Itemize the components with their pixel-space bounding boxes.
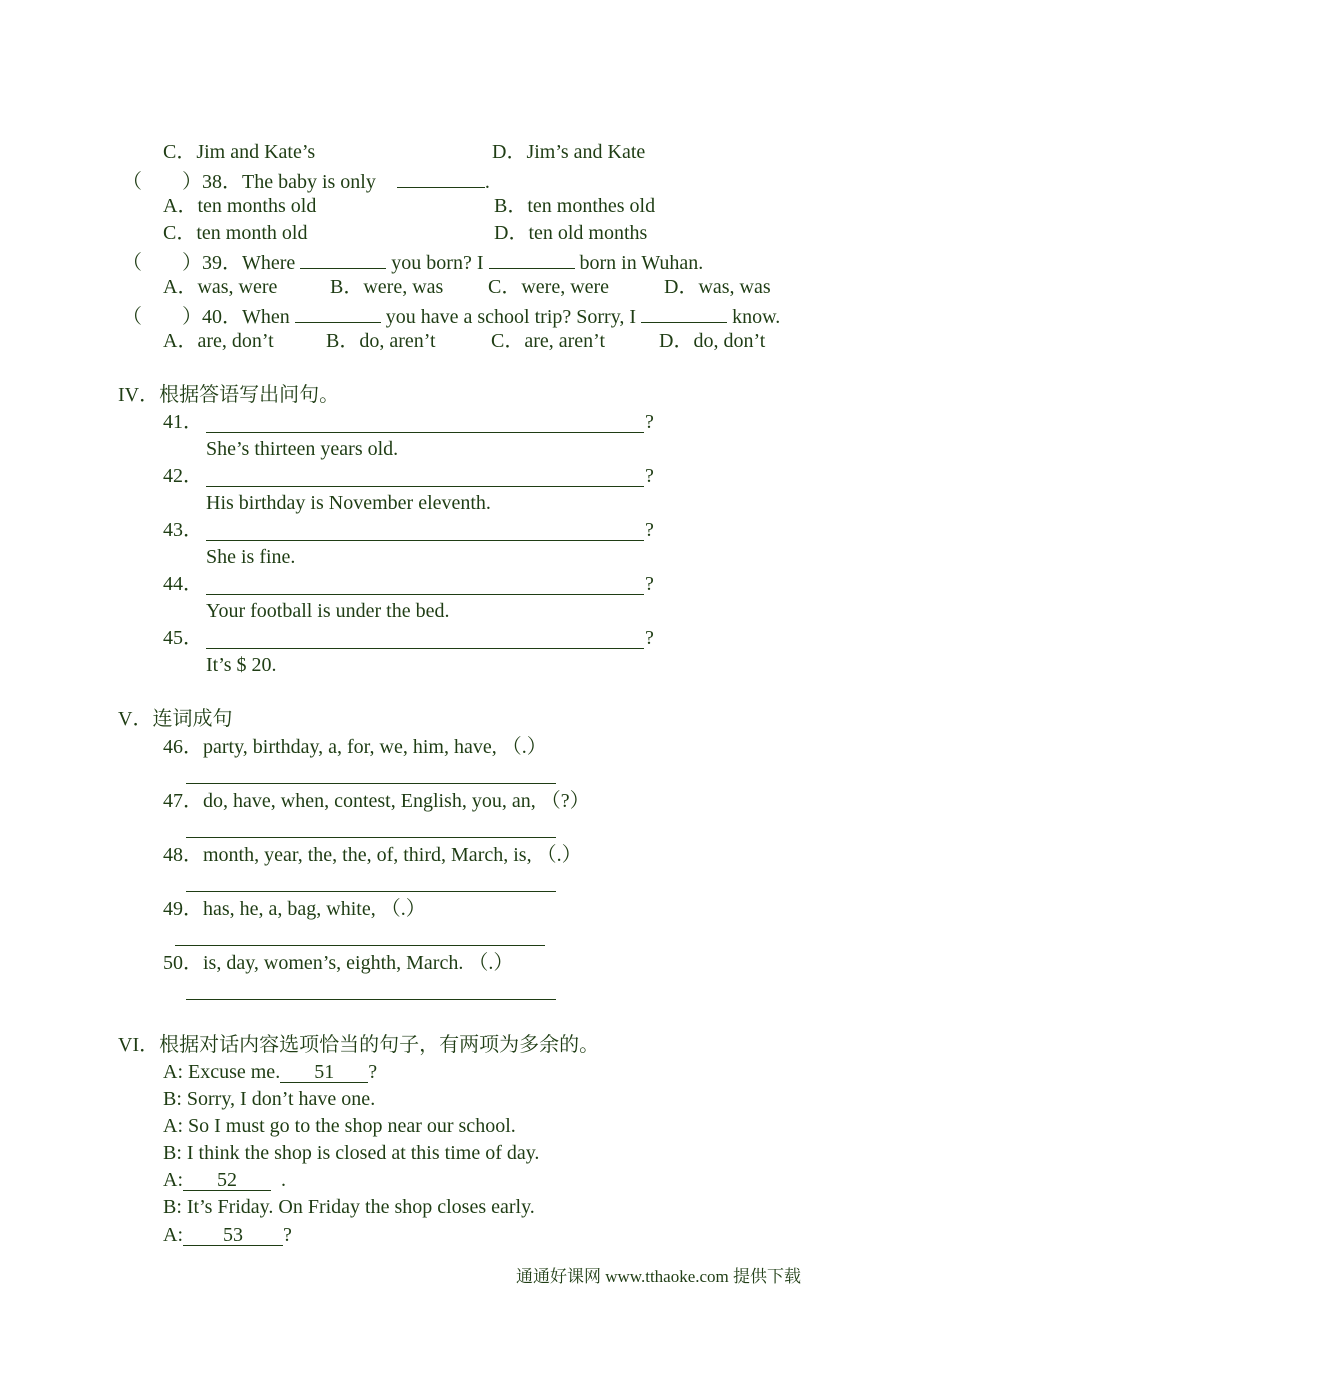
q46-answer-line[interactable] xyxy=(186,783,556,784)
q39-option-c: C．were, were xyxy=(488,276,610,298)
q49-answer-line[interactable] xyxy=(175,945,545,946)
q50-prompt: 50．is, day, women’s, eighth, March. （.） xyxy=(163,952,514,974)
q44-number: 44． xyxy=(163,573,203,595)
q45-answer-text: It’s $ 20. xyxy=(206,654,277,676)
fill-blank[interactable] xyxy=(300,248,386,269)
answer-paren[interactable]: （ ） xyxy=(122,306,202,328)
section-4-heading: IV．根据答语写出问句。 xyxy=(118,384,340,406)
q48-answer-line[interactable] xyxy=(186,891,556,892)
dialogue-line-3: A: So I must go to the shop near our school. xyxy=(163,1115,516,1137)
question-stem-middle: you born? I xyxy=(391,252,484,274)
fill-blank[interactable] xyxy=(489,248,575,269)
q40-option-d: D．do, don’t xyxy=(659,330,766,352)
q50-answer-line[interactable] xyxy=(186,999,556,1000)
question-stem: 38．The baby is only xyxy=(202,171,376,193)
fill-blank[interactable] xyxy=(295,302,381,323)
q45-number: 45． xyxy=(163,627,203,649)
dialogue-line-5 xyxy=(163,1168,286,1192)
q44-answer-text: Your football is under the bed. xyxy=(206,600,450,622)
dialogue-punct: ? xyxy=(368,1061,378,1083)
section-5-heading: V．连词成句 xyxy=(118,708,233,730)
q42-answer-text: His birthday is November eleventh. xyxy=(206,492,491,514)
q43-answer-line[interactable] xyxy=(206,540,644,541)
q41-number: 41． xyxy=(163,411,203,433)
question-end: . xyxy=(484,171,490,193)
fill-blank[interactable] xyxy=(397,167,485,188)
q38-question xyxy=(122,167,490,191)
q38-option-b: B．ten monthes old xyxy=(494,195,656,217)
q45-answer-line[interactable] xyxy=(206,648,644,649)
question-stem-end: born in Wuhan. xyxy=(579,252,704,274)
q40-question xyxy=(122,302,780,326)
q39-option-b: B．were, was xyxy=(330,276,444,298)
q40-option-c: C．are, aren’t xyxy=(491,330,606,352)
q37-option-c: C．Jim and Kate’s xyxy=(163,141,316,163)
dialogue-text: A: xyxy=(163,1169,183,1191)
page-footer: 通通好课网 www.tthaoke.com 提供下载 xyxy=(516,1267,802,1286)
dialogue-punct: . xyxy=(281,1169,286,1191)
q42-answer-line[interactable] xyxy=(206,486,644,487)
q48-prompt: 48．month, year, the, the, of, third, March, is, （.） xyxy=(163,844,582,866)
q39-option-a: A．was, were xyxy=(163,276,278,298)
q39-question xyxy=(122,248,703,272)
question-stem: 39．Where xyxy=(202,252,296,274)
dialogue-text: A: xyxy=(163,1224,183,1246)
blank-53[interactable]: 53 xyxy=(183,1223,283,1246)
q41-question-mark: ? xyxy=(645,411,654,433)
q42-question-mark: ? xyxy=(645,465,654,487)
q38-option-a: A．ten months old xyxy=(163,195,317,217)
answer-paren[interactable]: （ ） xyxy=(122,171,202,193)
answer-paren[interactable]: （ ） xyxy=(122,252,202,274)
question-stem-end: know. xyxy=(732,306,781,328)
q41-answer-text: She’s thirteen years old. xyxy=(206,438,399,460)
question-stem: 40．When xyxy=(202,306,290,328)
section-6-heading: VI．根据对话内容选项恰当的句子，有两项为多余的。 xyxy=(118,1034,600,1056)
dialogue-text: A: Excuse me. xyxy=(163,1061,281,1083)
q44-question-mark: ? xyxy=(645,573,654,595)
dialogue-line-2: B: Sorry, I don’t have one. xyxy=(163,1088,376,1110)
blank-51[interactable]: 51 xyxy=(280,1060,368,1083)
dialogue-line-1 xyxy=(163,1060,377,1084)
dialogue-punct: ? xyxy=(283,1224,292,1246)
q47-answer-line[interactable] xyxy=(186,837,556,838)
q42-number: 42． xyxy=(163,465,203,487)
q43-number: 43． xyxy=(163,519,203,541)
q49-prompt: 49．has, he, a, bag, white, （.） xyxy=(163,898,426,920)
q37-option-d: D．Jim’s and Kate xyxy=(492,141,646,163)
q38-option-c: C．ten month old xyxy=(163,222,308,244)
q41-answer-line[interactable] xyxy=(206,432,644,433)
fill-blank[interactable] xyxy=(641,302,727,323)
q44-answer-line[interactable] xyxy=(206,594,644,595)
q43-answer-text: She is fine. xyxy=(206,546,296,568)
q39-option-d: D．was, was xyxy=(664,276,771,298)
q43-question-mark: ? xyxy=(645,519,654,541)
q38-option-d: D．ten old months xyxy=(494,222,648,244)
question-stem-middle: you have a school trip? Sorry, I xyxy=(385,306,637,328)
q47-prompt: 47．do, have, when, contest, English, you, an, （?） xyxy=(163,790,590,812)
dialogue-line-6: B: It’s Friday. On Friday the shop closes early. xyxy=(163,1196,535,1218)
q40-option-a: A．are, don’t xyxy=(163,330,274,352)
q45-question-mark: ? xyxy=(645,627,654,649)
dialogue-line-4: B: I think the shop is closed at this time of day. xyxy=(163,1142,540,1164)
dialogue-line-7 xyxy=(163,1223,292,1247)
blank-52[interactable]: 52 xyxy=(183,1168,271,1191)
q40-option-b: B．do, aren’t xyxy=(326,330,436,352)
q46-prompt: 46．party, birthday, a, for, we, him, have, （.） xyxy=(163,736,547,758)
